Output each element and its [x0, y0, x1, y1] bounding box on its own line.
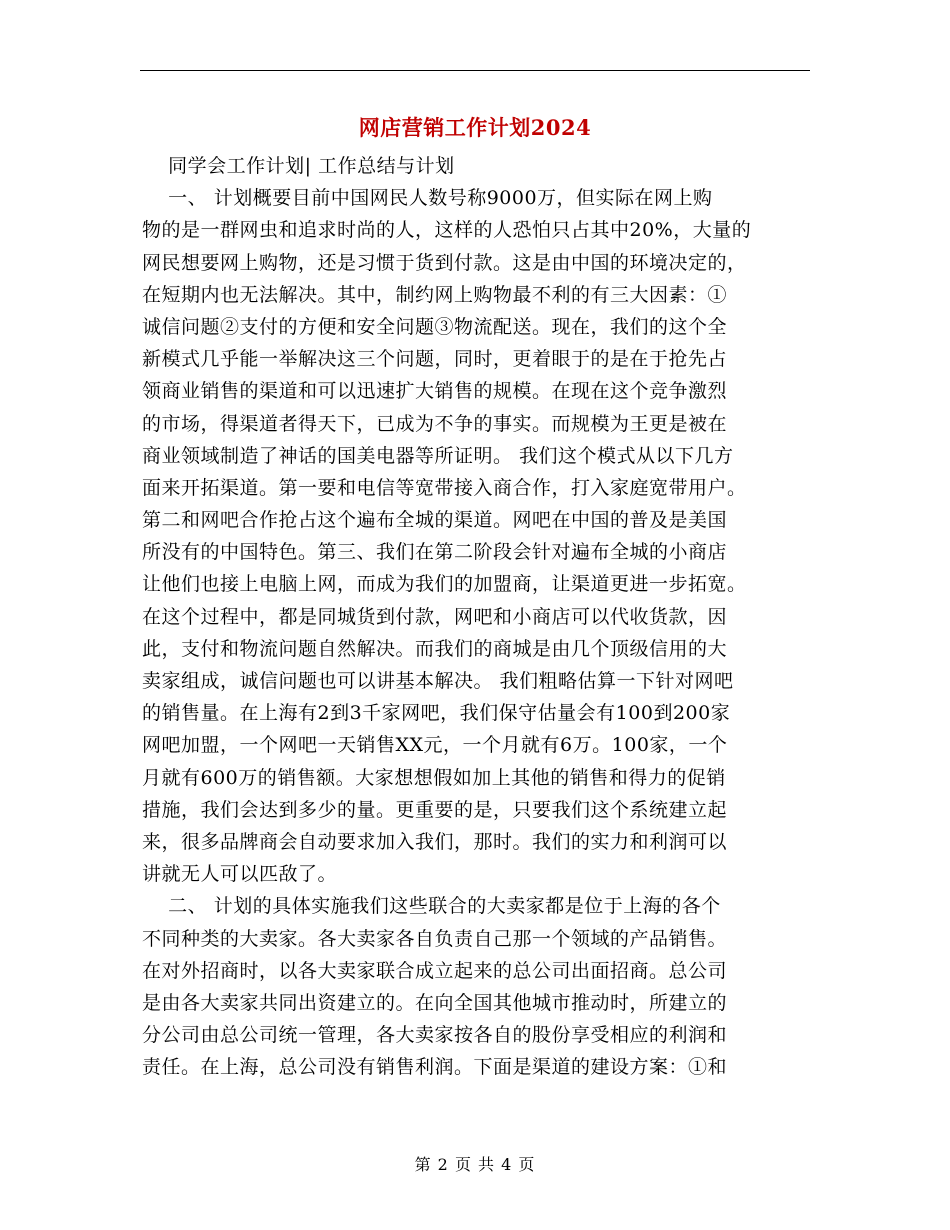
text-line: 一、 计划概要目前中国网民人数号称9000万，但实际在网上购	[142, 187, 713, 210]
document-body	[142, 150, 810, 1083]
text-line: 领商业销售的渠道和可以迅速扩大销售的规模。在现在这个竞争激烈	[142, 380, 728, 403]
header-rule	[140, 70, 810, 71]
text-line: 此，支付和物流问题自然解决。而我们的商城是由几个顶级信用的大	[142, 637, 728, 660]
text-line: 同学会工作计划| 工作总结与计划	[142, 155, 455, 177]
text-line: 讲就无人可以匹敌了。	[142, 863, 338, 886]
text-line: 不同种类的大卖家。各大卖家各自负责自己那一个领域的产品销售。	[142, 927, 728, 950]
text-line: 在这个过程中，都是同城货到付款，网吧和小商店可以代收货款，因	[142, 605, 728, 628]
text-line: 分公司由总公司统一管理，各大卖家按各自的股份享受相应的利润和	[142, 1024, 728, 1047]
text-line: 网民想要网上购物，还是习惯于货到付款。这是由中国的环境决定的，	[142, 251, 747, 274]
document-title: 网店营销工作计划2024	[358, 115, 592, 140]
text-line: 二、 计划的具体实施我们这些联合的大卖家都是位于上海的各个	[142, 895, 721, 918]
text-line: 是由各大卖家共同出资建立的。在向全国其他城市推动时，所建立的	[142, 991, 728, 1014]
text-line: 第二和网吧合作抢占这个遍布全城的渠道。网吧在中国的普及是美国	[142, 509, 728, 532]
text-line: 月就有600万的销售额。大家想想假如加上其他的销售和得力的促销	[142, 766, 726, 789]
text-line: 面来开拓渠道。第一要和电信等宽带接入商合作，打入家庭宽带用户。	[142, 476, 747, 499]
text-line: 的销售量。在上海有2到3千家网吧，我们保守估量会有100到200家	[142, 702, 731, 725]
text-line: 来，很多品牌商会自动要求加入我们，那时。我们的实力和利润可以	[142, 830, 728, 853]
page-footer: 第 2 页 共 4 页	[414, 1155, 536, 1174]
text-line: 商业领域制造了神话的国美电器等所证明。 我们这个模式从以下几方	[142, 444, 734, 467]
text-line: 诚信问题②支付的方便和安全问题③物流配送。现在，我们的这个全	[142, 315, 728, 338]
text-line: 所没有的中国特色。第三、我们在第二阶段会针对遍布全城的小商店	[142, 541, 728, 564]
text-line: 在对外招商时，以各大卖家联合成立起来的总公司出面招商。总公司	[142, 959, 728, 982]
text-line: 措施，我们会达到多少的量。更重要的是，只要我们这个系统建立起	[142, 798, 728, 821]
text-line: 物的是一群网虫和追求时尚的人，这样的人恐怕只占其中20%，大量的	[142, 219, 752, 242]
text-line: 卖家组成，诚信问题也可以讲基本解决。 我们粗略估算一下针对网吧	[142, 670, 734, 692]
text-line: 在短期内也无法解决。其中，制约网上购物最不利的有三大因素：①	[142, 283, 728, 306]
text-line: 的市场，得渠道者得天下，已成为不争的事实。而规模为王更是被在	[142, 412, 728, 435]
text-line: 责任。在上海，总公司没有销售利润。下面是渠道的建设方案：①和	[142, 1056, 728, 1079]
text-line: 网吧加盟，一个网吧一天销售XX元，一个月就有6万。100家，一个	[142, 734, 728, 757]
text-line: 让他们也接上电脑上网，而成为我们的加盟商，让渠道更进一步拓宽。	[142, 573, 747, 596]
text-line: 新模式几乎能一举解决这三个问题，同时，更着眼于的是在于抢先占	[142, 348, 728, 371]
